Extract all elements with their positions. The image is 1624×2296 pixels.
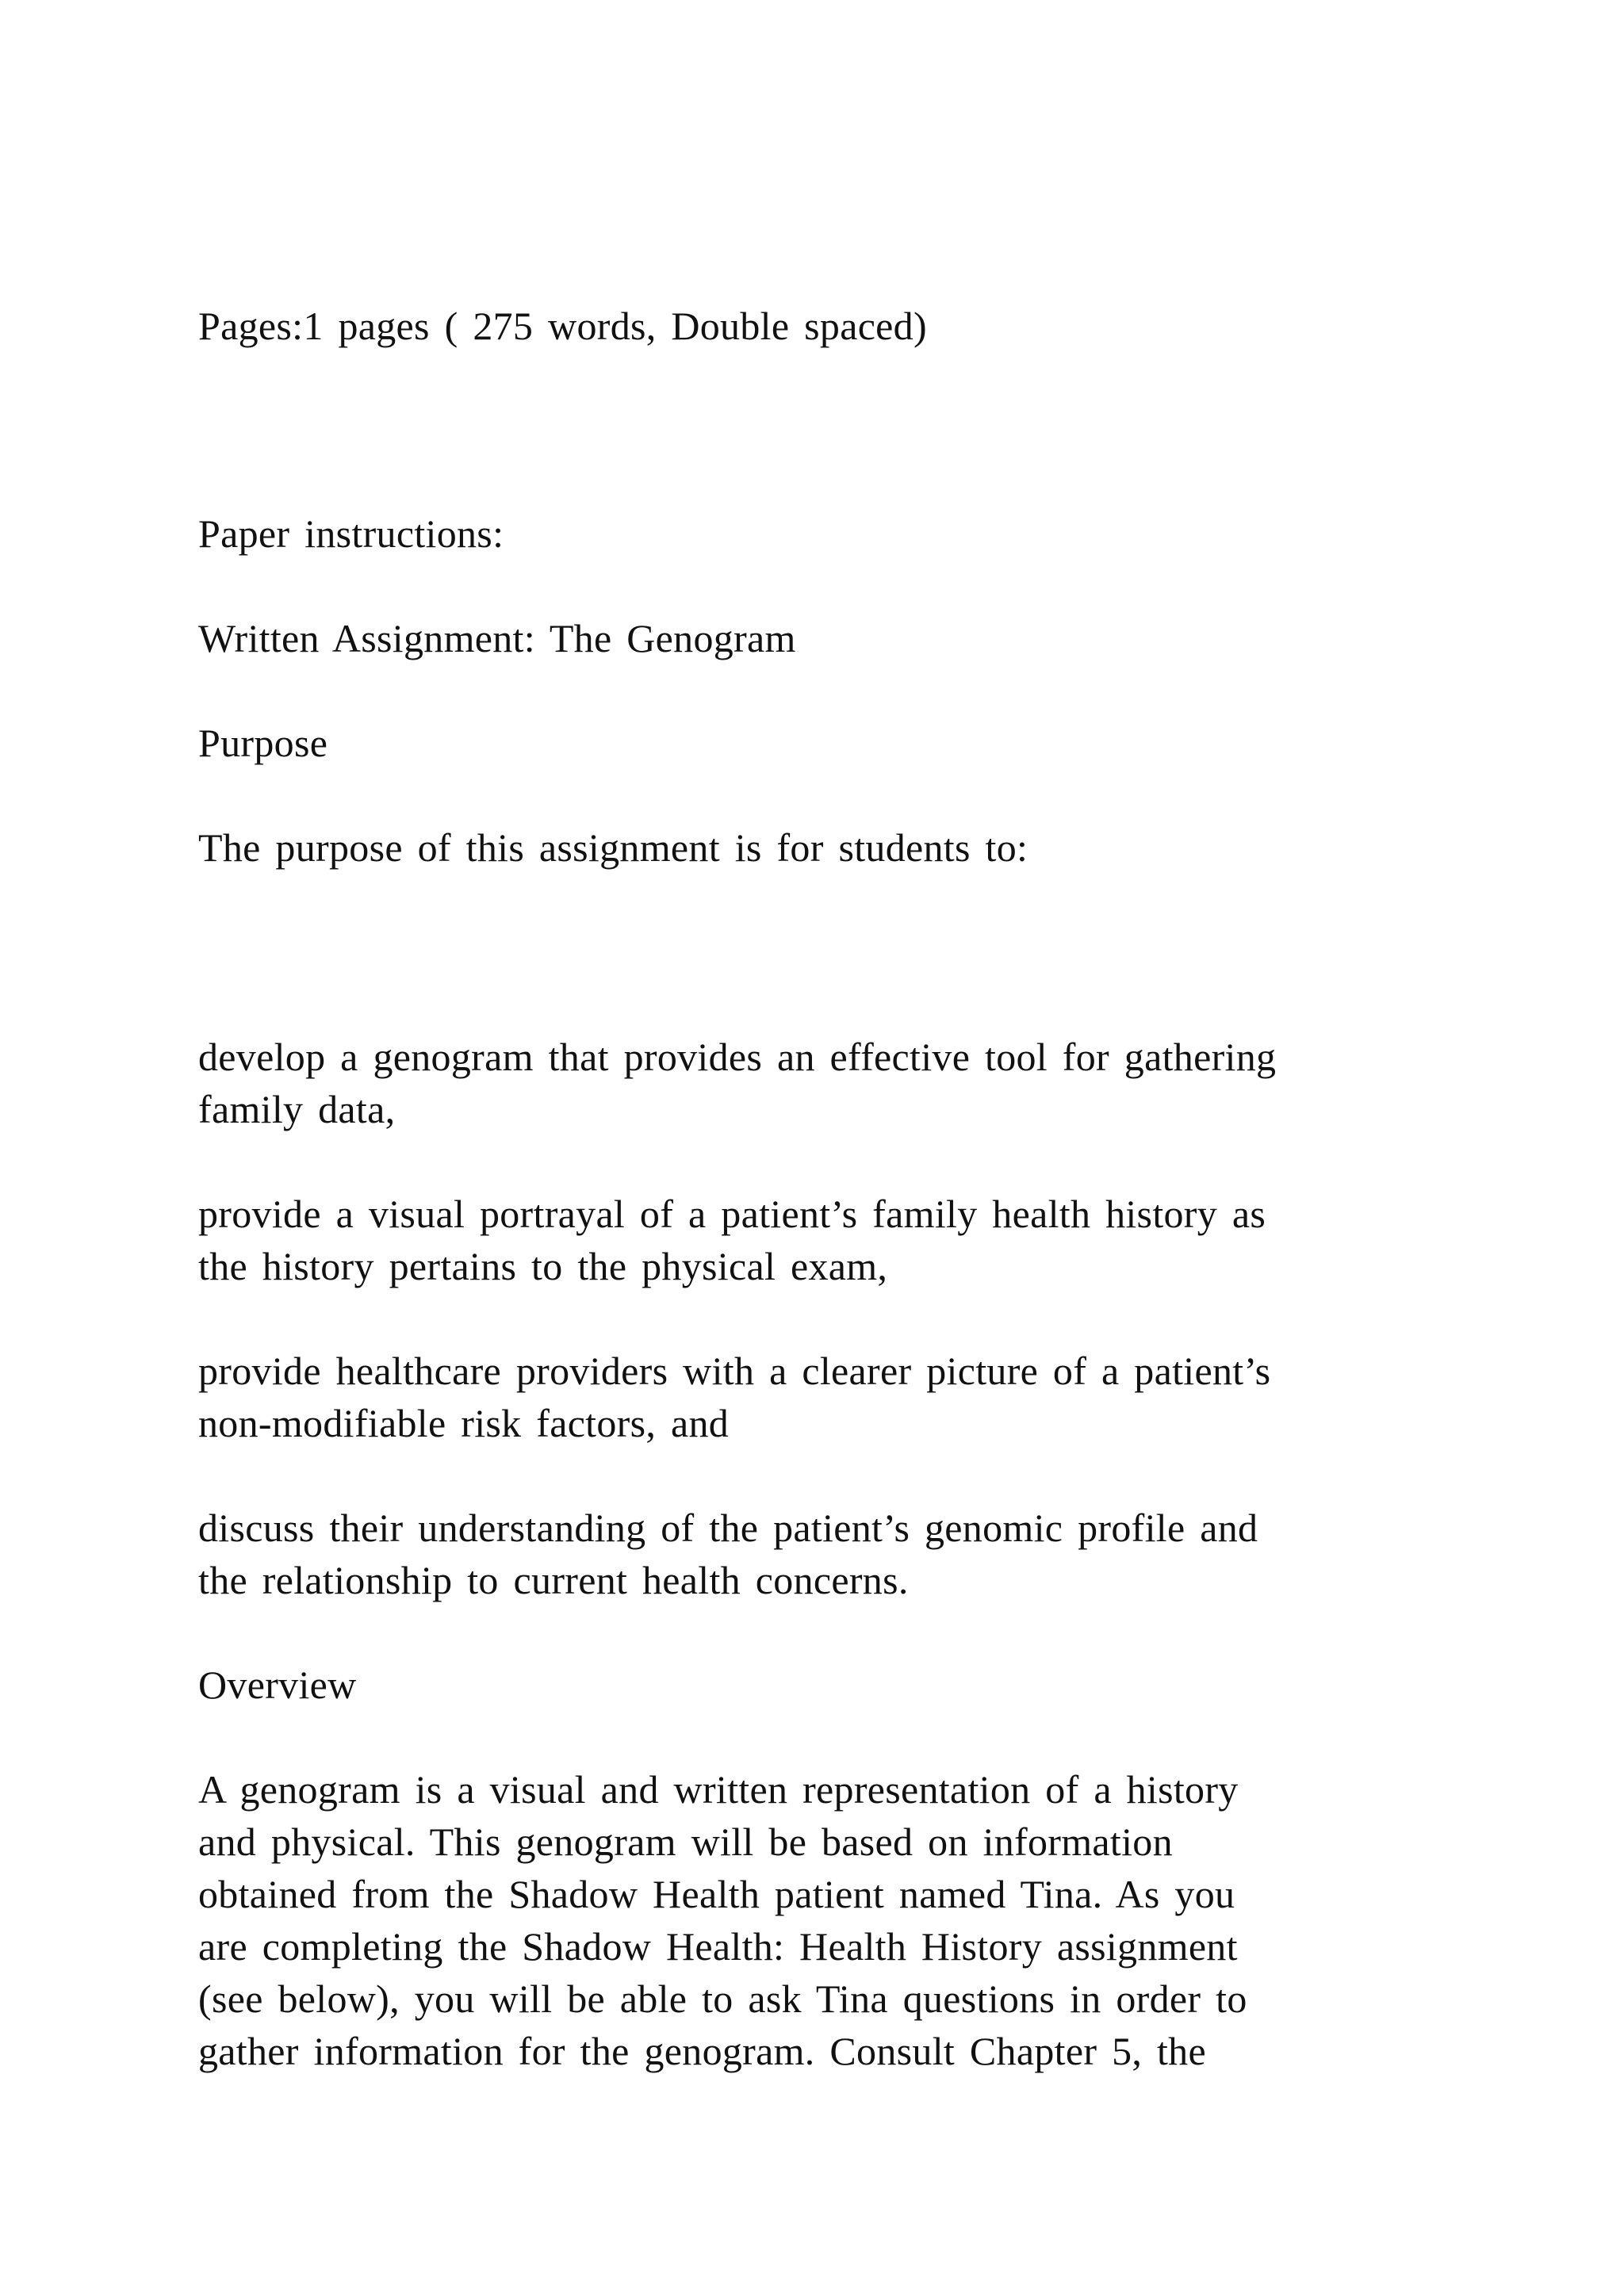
purpose-item-3-line-1: provide healthcare providers with a clearer picture of a patient’s — [198, 1349, 1271, 1393]
purpose-item-4-line-1: discuss their understanding of the patient’s genomic profile and — [198, 1506, 1258, 1550]
paper-instructions-label: Paper instructions: — [198, 511, 504, 556]
purpose-intro: The purpose of this assignment is for students to: — [198, 825, 1028, 870]
purpose-heading: Purpose — [198, 721, 328, 765]
overview-heading: Overview — [198, 1663, 357, 1707]
purpose-item-1-line-1: develop a genogram that provides an effective tool for gathering — [198, 1035, 1277, 1079]
purpose-item-2-line-1: provide a visual portrayal of a patient’s family health history as — [198, 1192, 1266, 1236]
overview-line-5: (see below), you will be able to ask Tina questions in order to — [198, 1976, 1247, 2021]
overview-line-6: gather information for the genogram. Consult Chapter 5, the — [198, 2029, 1206, 2073]
overview-line-2: and physical. This genogram will be based on information — [198, 1820, 1173, 1864]
purpose-item-3-line-2: non-modifiable risk factors, and — [198, 1401, 730, 1445]
assignment-title: Written Assignment: The Genogram — [198, 616, 796, 660]
purpose-item-4-line-2: the relationship to current health concerns. — [198, 1558, 909, 1602]
purpose-item-2-line-2: the history pertains to the physical exam, — [198, 1244, 888, 1288]
overview-line-4: are completing the Shadow Health: Health History assignment — [198, 1924, 1238, 1969]
purpose-item-1-line-2: family data, — [198, 1087, 396, 1131]
overview-line-3: obtained from the Shadow Health patient named Tina. As you — [198, 1872, 1235, 1916]
pages-info: Pages:1 pages ( 275 words, Double spaced) — [198, 304, 927, 348]
overview-line-1: A genogram is a visual and written representation of a history — [198, 1767, 1239, 1812]
